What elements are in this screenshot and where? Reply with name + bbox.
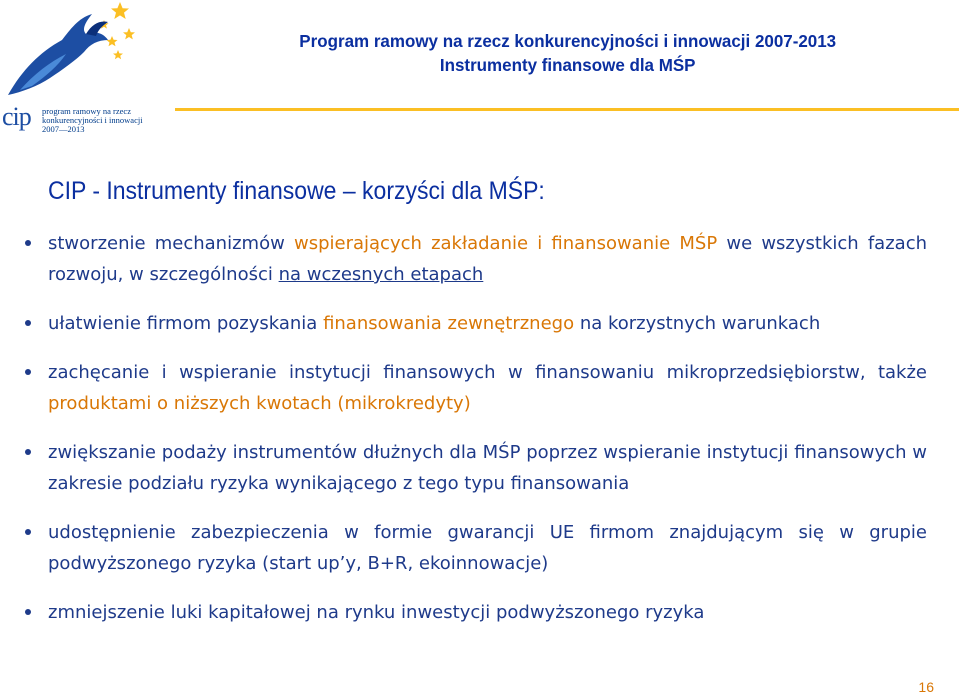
bullet-dot-icon bbox=[25, 320, 31, 326]
bullet-item bbox=[22, 517, 927, 579]
bullet-item bbox=[22, 228, 927, 290]
star-icon bbox=[113, 50, 123, 59]
bullet-text: zachęcanie i wspieranie instytucji finansowych w finansowaniu mikroprzedsiębiorstw, także produktami o niższych kwotach (mikrokredyty) bbox=[48, 362, 927, 414]
bullet-item bbox=[22, 357, 927, 419]
bullet-list bbox=[22, 228, 927, 646]
bullet-dot-icon bbox=[25, 369, 31, 375]
slide-title: CIP - Instrumenty finansowe – korzyści dla MŚP: bbox=[48, 177, 545, 205]
header-divider bbox=[175, 108, 959, 111]
star-icon bbox=[123, 28, 135, 39]
bullet-item bbox=[22, 437, 927, 499]
header-program-title: Program ramowy na rzecz konkurencyjności i innowacji 2007-2013 bbox=[298, 31, 836, 51]
bullet-text: zwiększanie podaży instrumentów dłużnych dla MŚP poprzez wspieranie instytucji finansowych w zakresie podziału ryzyka wynikającego z tego typu finansowania bbox=[48, 442, 927, 494]
bullet-item bbox=[22, 308, 927, 339]
star-icon bbox=[111, 2, 129, 19]
cip-logo bbox=[0, 0, 143, 135]
bullet-dot-icon bbox=[25, 240, 31, 246]
bullet-text: stworzenie mechanizmów wspierających zakładanie i finansowanie MŚP we wszystkich fazach rozwoju, w szczególności na wczesnych etapach bbox=[48, 233, 927, 285]
bullet-text: zmniejszenie luki kapitałowej na rynku inwestycji podwyższonego ryzyka bbox=[48, 602, 705, 623]
bullet-dot-icon bbox=[25, 609, 31, 615]
star-icon bbox=[107, 36, 118, 46]
logo-line: 2007—2013 bbox=[42, 124, 85, 134]
cip-logo-text bbox=[42, 107, 142, 134]
bullet-dot-icon bbox=[25, 449, 31, 455]
logo-line: program ramowy na rzecz bbox=[42, 106, 131, 116]
bullet-text: ułatwienie firmom pozyskania finansowania zewnętrznego na korzystnych warunkach bbox=[48, 313, 821, 334]
bullet-text: udostępnienie zabezpieczenia w formie gwarancji UE firmom znajdującym się w grupie podwyższonego ryzyka (start up’y, B+R, ekoinnowacje) bbox=[48, 522, 927, 574]
page-number: 16 bbox=[918, 679, 934, 695]
logo-line: konkurencyjności i innowacji bbox=[42, 115, 143, 125]
bullet-item bbox=[22, 597, 927, 628]
header-subtitle: Instrumenty finansowe dla MŚP bbox=[439, 55, 696, 75]
slide-header bbox=[299, 29, 836, 77]
cip-acronym: cip bbox=[2, 102, 31, 131]
bullet-dot-icon bbox=[25, 529, 31, 535]
